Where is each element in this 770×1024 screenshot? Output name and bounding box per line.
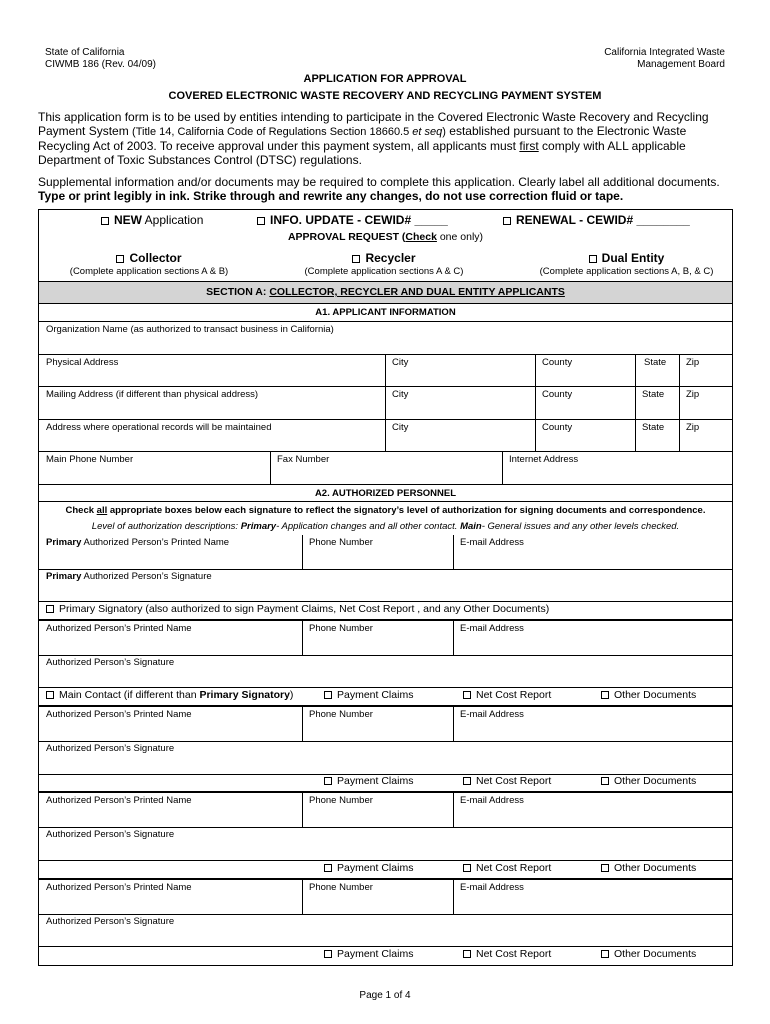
dual-entity-option[interactable]: Dual Entity (Complete application sections A, B, & C)	[519, 251, 734, 277]
renewal-option[interactable]: RENEWAL - CEWID# ________	[503, 213, 690, 227]
primary-signatory-checkbox[interactable]	[46, 605, 54, 613]
person4-phone-field[interactable]: Phone Number	[309, 795, 373, 806]
main-contact-option[interactable]: Main Contact (if different than Primary Signatory)	[46, 690, 293, 701]
other-documents-checkbox[interactable]	[601, 864, 609, 872]
intro-paragraph: This application form is to be used by entities intending to participate in the Covered Electronic Waste Recovery and Recycling Payment System (Title 14, California Code of Regulations Section 18660.5 et seq) established pursuant to the Electronic Waste Recycling Act of 2003. To receive approval under this payment system, all applicants must first comply with ALL applicable Department of Toxic Substances Control (DTSC) regulations.	[38, 110, 709, 167]
primary-printed-name-field[interactable]: Primary Authorized Person’s Printed Name	[46, 537, 230, 548]
state-label: State of California	[45, 47, 125, 58]
net-cost-report-checkbox[interactable]	[463, 864, 471, 872]
main-contact-checkbox[interactable]	[46, 691, 54, 699]
renewal-checkbox[interactable]	[503, 217, 511, 225]
main-phone-field[interactable]: Main Phone Number	[46, 454, 134, 465]
form-number: CIWMB 186 (Rev. 04/09)	[45, 59, 156, 70]
person2-signature-field[interactable]: Authorized Person’s Signature	[46, 657, 175, 668]
person5-printed-name-field[interactable]: Authorized Person’s Printed Name	[46, 882, 192, 893]
payment-claims-checkbox[interactable]	[324, 950, 332, 958]
page-number: Page 1 of 4	[359, 990, 411, 1001]
a1-title: A1. APPLICANT INFORMATION	[315, 307, 456, 318]
person4-printed-name-field[interactable]: Authorized Person’s Printed Name	[46, 795, 192, 806]
org-name-field[interactable]: Organization Name (as authorized to transact business in California)	[46, 324, 334, 335]
person3-net-cost-report-option[interactable]: Net Cost Report	[463, 776, 551, 787]
primary-signature-field[interactable]: Primary Authorized Person’s Signature	[46, 571, 212, 582]
person3-payment-claims-option[interactable]: Payment Claims	[324, 776, 413, 787]
fax-field[interactable]: Fax Number	[277, 454, 330, 465]
person3-email-field[interactable]: E-mail Address	[460, 709, 524, 720]
physical-state-field[interactable]: State	[644, 357, 667, 368]
collector-note: (Complete application sections A & B)	[69, 266, 229, 277]
person2-email-field[interactable]: E-mail Address	[460, 623, 524, 634]
supplemental-note: Supplemental information and/or documents may be required to complete this application. Clearly label all additional documents. Type or print legibly in ink. Strike through and rewrite any changes, do not use correction fluid or tape.	[38, 175, 738, 203]
records-address-field[interactable]: Address where operational records will be maintained	[46, 422, 272, 433]
person5-email-field[interactable]: E-mail Address	[460, 882, 524, 893]
person2-net-cost-report-option[interactable]: Net Cost Report	[463, 690, 551, 701]
info-update-checkbox[interactable]	[257, 217, 265, 225]
person2-other-documents-option[interactable]: Other Documents	[601, 690, 696, 701]
form-title-1: APPLICATION FOR APPROVAL	[303, 73, 467, 85]
person2-payment-claims-option[interactable]: Payment Claims	[324, 690, 413, 701]
other-documents-checkbox[interactable]	[601, 691, 609, 699]
primary-phone-field[interactable]: Phone Number	[309, 537, 373, 548]
mailing-state-field[interactable]: State	[642, 389, 665, 400]
person4-signature-field[interactable]: Authorized Person’s Signature	[46, 829, 175, 840]
physical-county-field[interactable]: County	[542, 357, 573, 368]
payment-claims-checkbox[interactable]	[324, 777, 332, 785]
person5-other-documents-option[interactable]: Other Documents	[601, 949, 696, 960]
mailing-address-field[interactable]: Mailing Address (if different than physical address)	[46, 389, 259, 400]
records-state-field[interactable]: State	[642, 422, 665, 433]
person5-payment-claims-option[interactable]: Payment Claims	[324, 949, 413, 960]
primary-signatory-option[interactable]: Primary Signatory (also authorized to sign Payment Claims, Net Cost Report , and any Other Documents)	[46, 604, 549, 615]
person3-printed-name-field[interactable]: Authorized Person’s Printed Name	[46, 709, 192, 720]
person3-phone-field[interactable]: Phone Number	[309, 709, 373, 720]
authorization-levels: Level of authorization descriptions: Primary- Application changes and all other contact. Main- General issues and any other levels checked.	[91, 521, 680, 532]
person5-net-cost-report-option[interactable]: Net Cost Report	[463, 949, 551, 960]
mailing-zip-field[interactable]: Zip	[686, 389, 700, 400]
ink-instructions: Type or print legibly in ink. Strike through and rewrite any changes, do not use correction fluid or tape.	[38, 189, 624, 203]
person3-signature-field[interactable]: Authorized Person’s Signature	[46, 743, 175, 754]
records-county-field[interactable]: County	[542, 422, 573, 433]
net-cost-report-checkbox[interactable]	[463, 777, 471, 785]
approval-request-label: APPROVAL REQUEST (Check one only)	[287, 231, 484, 243]
person4-email-field[interactable]: E-mail Address	[460, 795, 524, 806]
mailing-city-field[interactable]: City	[392, 389, 409, 400]
application-form	[38, 209, 733, 966]
physical-address-field[interactable]: Physical Address	[46, 357, 119, 368]
authorization-instructions: Check all appropriate boxes below each signature to reflect the signatory’s level of authorization for signing documents and correspondence.	[65, 505, 706, 516]
form-title-2: COVERED ELECTRONIC WASTE RECOVERY AND RECYCLING PAYMENT SYSTEM	[168, 90, 602, 102]
records-zip-field[interactable]: Zip	[686, 422, 700, 433]
section-a-title: SECTION A: COLLECTOR, RECYCLER AND DUAL ENTITY APPLICANTS	[206, 286, 565, 298]
dual-entity-checkbox[interactable]	[589, 255, 597, 263]
person4-payment-claims-option[interactable]: Payment Claims	[324, 863, 413, 874]
recycler-note: (Complete application sections A & C)	[304, 266, 464, 277]
recycler-checkbox[interactable]	[352, 255, 360, 263]
records-city-field[interactable]: City	[392, 422, 409, 433]
net-cost-report-checkbox[interactable]	[463, 950, 471, 958]
payment-claims-checkbox[interactable]	[324, 864, 332, 872]
agency-right	[604, 47, 725, 71]
collector-option[interactable]: Collector (Complete application sections A & B)	[39, 251, 259, 277]
other-documents-checkbox[interactable]	[601, 950, 609, 958]
person5-phone-field[interactable]: Phone Number	[309, 882, 373, 893]
net-cost-report-checkbox[interactable]	[463, 691, 471, 699]
dual-entity-note: (Complete application sections A, B, & C)	[539, 266, 714, 277]
other-documents-checkbox[interactable]	[601, 777, 609, 785]
agency-left	[45, 47, 156, 71]
person4-other-documents-option[interactable]: Other Documents	[601, 863, 696, 874]
person4-net-cost-report-option[interactable]: Net Cost Report	[463, 863, 551, 874]
mailing-county-field[interactable]: County	[542, 389, 573, 400]
new-application-option[interactable]: NEW Application	[101, 213, 203, 227]
collector-checkbox[interactable]	[116, 255, 124, 263]
a2-title: A2. AUTHORIZED PERSONNEL	[314, 488, 457, 499]
agency-name-1: California Integrated Waste	[604, 47, 725, 58]
agency-name-2: Management Board	[637, 59, 725, 70]
primary-email-field[interactable]: E-mail Address	[460, 537, 524, 548]
payment-claims-checkbox[interactable]	[324, 691, 332, 699]
info-update-option[interactable]: INFO. UPDATE - CEWID# _____	[257, 213, 448, 227]
recycler-option[interactable]: Recycler (Complete application sections A & C)	[259, 251, 509, 277]
new-checkbox[interactable]	[101, 217, 109, 225]
person2-phone-field[interactable]: Phone Number	[309, 623, 373, 634]
person3-other-documents-option[interactable]: Other Documents	[601, 776, 696, 787]
person5-signature-field[interactable]: Authorized Person’s Signature	[46, 916, 175, 927]
person2-printed-name-field[interactable]: Authorized Person’s Printed Name	[46, 623, 192, 634]
physical-city-field[interactable]: City	[392, 357, 409, 368]
physical-zip-field[interactable]: Zip	[686, 357, 700, 368]
internet-address-field[interactable]: Internet Address	[509, 454, 579, 465]
